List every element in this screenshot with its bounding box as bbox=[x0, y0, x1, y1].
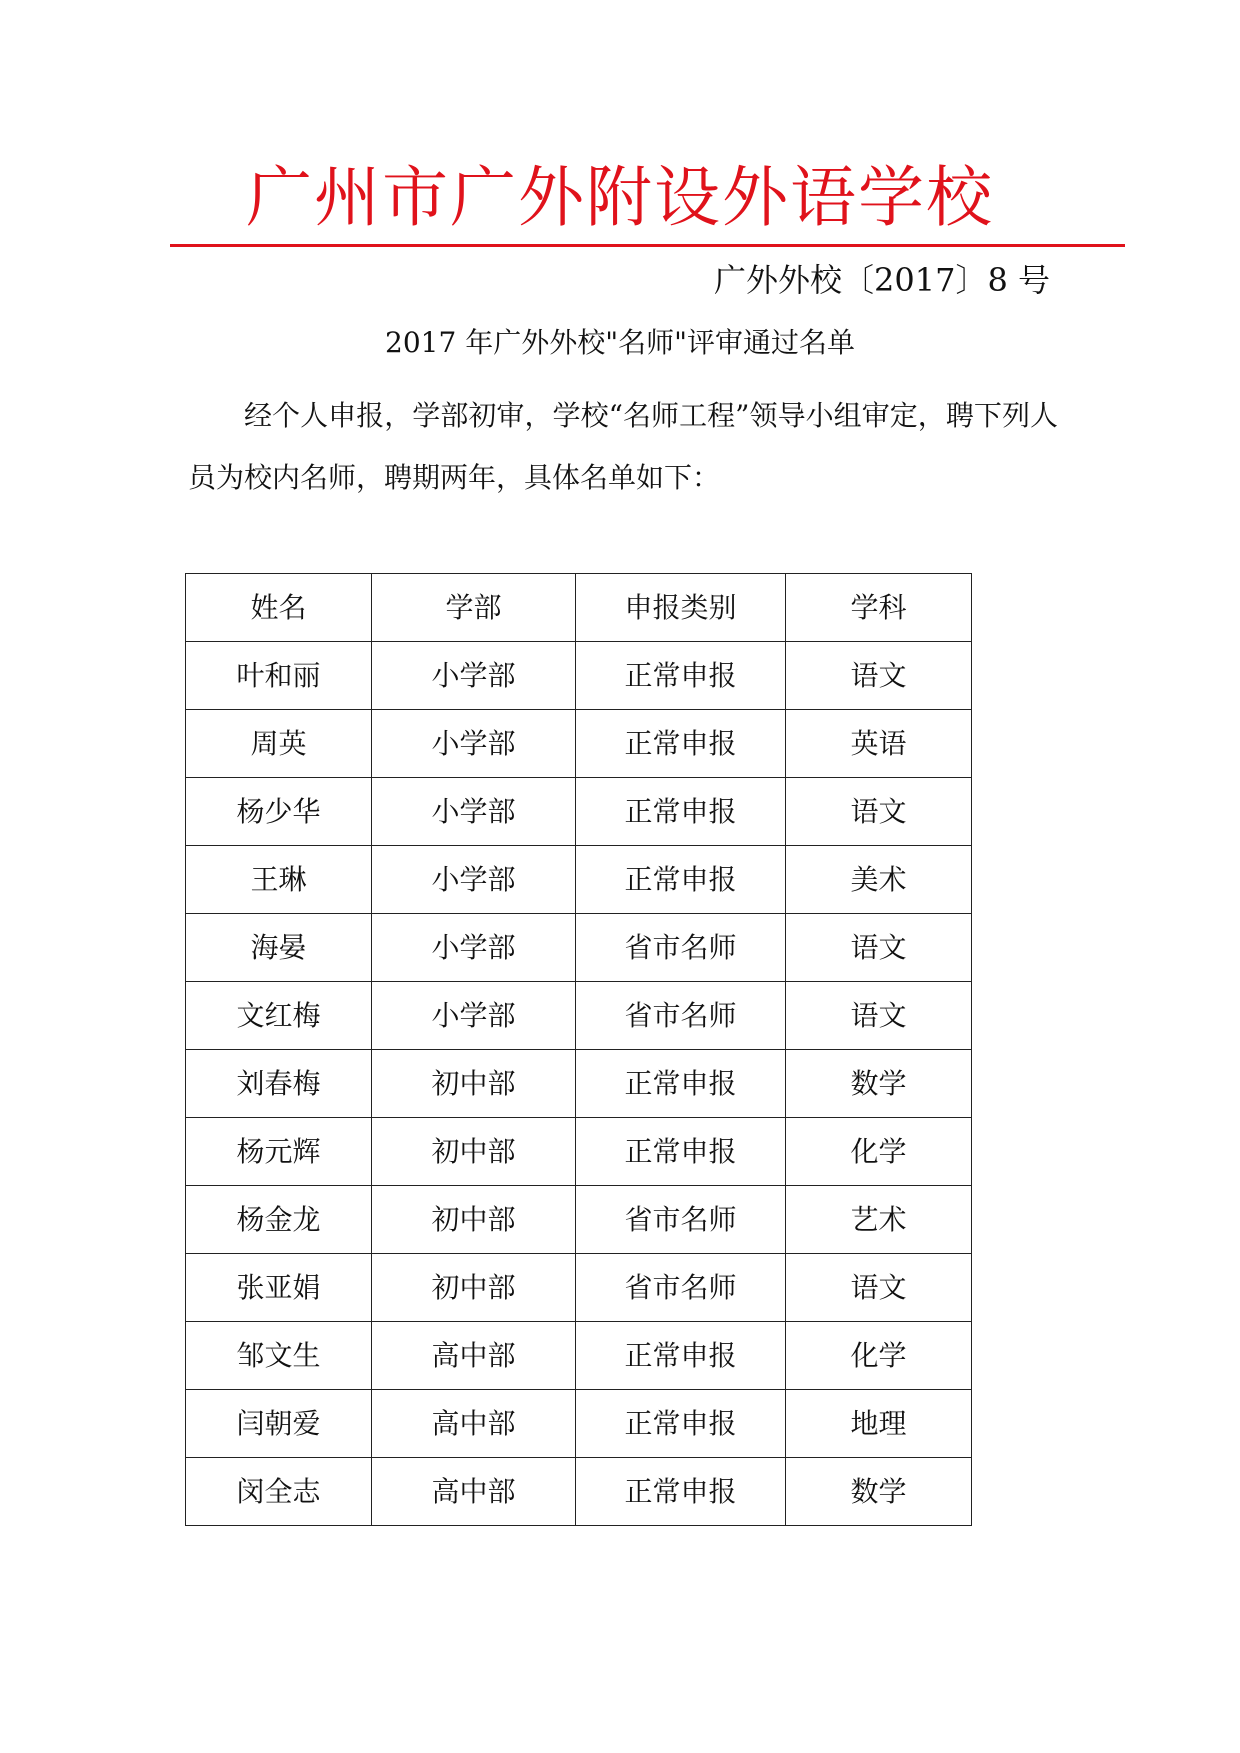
cell-department: 小学部 bbox=[372, 710, 576, 778]
cell-name: 闵全志 bbox=[186, 1458, 372, 1526]
cell-department: 初中部 bbox=[372, 1254, 576, 1322]
cell-subject: 语文 bbox=[786, 982, 972, 1050]
table-row bbox=[186, 1458, 972, 1526]
table-row bbox=[186, 846, 972, 914]
header-cell-subject: 学科 bbox=[786, 574, 972, 642]
cell-department: 高中部 bbox=[372, 1322, 576, 1390]
cell-subject: 艺术 bbox=[786, 1186, 972, 1254]
cell-department: 小学部 bbox=[372, 778, 576, 846]
table-row bbox=[186, 982, 972, 1050]
header-cell-name: 姓名 bbox=[186, 574, 372, 642]
cell-application-type: 省市名师 bbox=[576, 914, 786, 982]
cell-name: 文红梅 bbox=[186, 982, 372, 1050]
cell-name: 张亚娟 bbox=[186, 1254, 372, 1322]
cell-name: 杨元辉 bbox=[186, 1118, 372, 1186]
header-cell-application-type: 申报类别 bbox=[576, 574, 786, 642]
table-row bbox=[186, 914, 972, 982]
body-paragraph: 经个人申报，学部初审，学校“名师工程”领导小组审定，聘下列人员为校内名师，聘期两年，具体名单如下： bbox=[188, 399, 1058, 494]
teacher-list-table bbox=[185, 573, 972, 1526]
cell-subject: 语文 bbox=[786, 1254, 972, 1322]
cell-name: 刘春梅 bbox=[186, 1050, 372, 1118]
cell-application-type: 省市名师 bbox=[576, 1186, 786, 1254]
cell-application-type: 正常申报 bbox=[576, 1322, 786, 1390]
cell-department: 小学部 bbox=[372, 846, 576, 914]
table-row bbox=[186, 642, 972, 710]
cell-subject: 化学 bbox=[786, 1118, 972, 1186]
cell-application-type: 正常申报 bbox=[576, 846, 786, 914]
cell-department: 小学部 bbox=[372, 642, 576, 710]
cell-application-type: 正常申报 bbox=[576, 778, 786, 846]
cell-application-type: 正常申报 bbox=[576, 1050, 786, 1118]
cell-application-type: 正常申报 bbox=[576, 1390, 786, 1458]
table-row bbox=[186, 1390, 972, 1458]
cell-name: 王琳 bbox=[186, 846, 372, 914]
red-header-rule bbox=[170, 244, 1125, 247]
table-row bbox=[186, 1050, 972, 1118]
school-name-header: 广州市广外附设外语学校 bbox=[246, 159, 994, 236]
cell-department: 初中部 bbox=[372, 1050, 576, 1118]
cell-department: 高中部 bbox=[372, 1458, 576, 1526]
cell-application-type: 省市名师 bbox=[576, 1254, 786, 1322]
table-header-row bbox=[186, 574, 972, 642]
cell-department: 初中部 bbox=[372, 1118, 576, 1186]
table-row bbox=[186, 778, 972, 846]
table-row bbox=[186, 1322, 972, 1390]
cell-application-type: 正常申报 bbox=[576, 1458, 786, 1526]
table-row bbox=[186, 1186, 972, 1254]
cell-name: 海晏 bbox=[186, 914, 372, 982]
cell-subject: 语文 bbox=[786, 778, 972, 846]
cell-subject: 化学 bbox=[786, 1322, 972, 1390]
cell-department: 高中部 bbox=[372, 1390, 576, 1458]
cell-name: 周英 bbox=[186, 710, 372, 778]
header-cell-department: 学部 bbox=[372, 574, 576, 642]
cell-name: 杨少华 bbox=[186, 778, 372, 846]
cell-department: 小学部 bbox=[372, 914, 576, 982]
cell-subject: 语文 bbox=[786, 914, 972, 982]
cell-subject: 数学 bbox=[786, 1458, 972, 1526]
cell-department: 小学部 bbox=[372, 982, 576, 1050]
cell-department: 初中部 bbox=[372, 1186, 576, 1254]
cell-name: 杨金龙 bbox=[186, 1186, 372, 1254]
cell-subject: 美术 bbox=[786, 846, 972, 914]
cell-name: 叶和丽 bbox=[186, 642, 372, 710]
cell-application-type: 正常申报 bbox=[576, 642, 786, 710]
cell-name: 邹文生 bbox=[186, 1322, 372, 1390]
cell-application-type: 省市名师 bbox=[576, 982, 786, 1050]
cell-subject: 语文 bbox=[786, 642, 972, 710]
cell-application-type: 正常申报 bbox=[576, 710, 786, 778]
cell-application-type: 正常申报 bbox=[576, 1118, 786, 1186]
table-row bbox=[186, 1254, 972, 1322]
cell-name: 闫朝爱 bbox=[186, 1390, 372, 1458]
table-row bbox=[186, 710, 972, 778]
document-number: 广外外校〔2017〕8 号 bbox=[714, 261, 1050, 299]
table-row bbox=[186, 1118, 972, 1186]
cell-subject: 地理 bbox=[786, 1390, 972, 1458]
cell-subject: 数学 bbox=[786, 1050, 972, 1118]
table-body bbox=[186, 574, 972, 1526]
cell-subject: 英语 bbox=[786, 710, 972, 778]
document-subject-line: 2017 年广外外校"名师"评审通过名单 bbox=[385, 326, 855, 359]
